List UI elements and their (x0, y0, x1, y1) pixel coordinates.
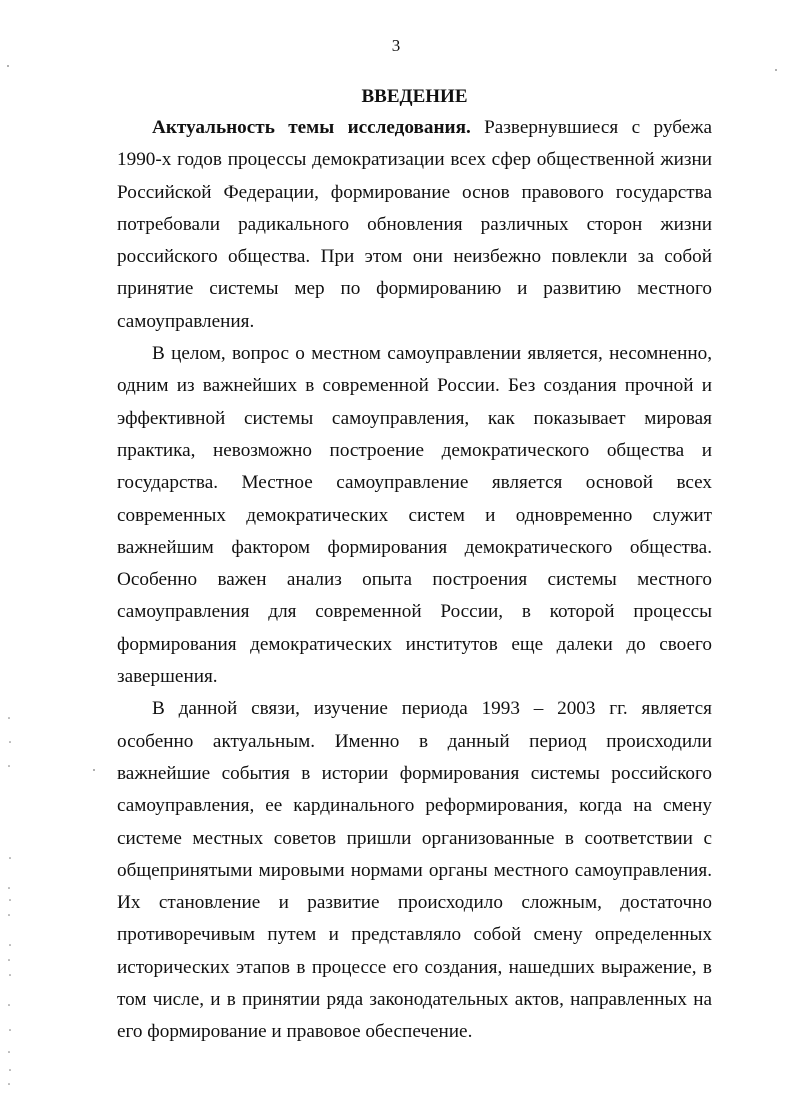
paragraph-relevance (117, 112, 712, 338)
paragraph-period (117, 693, 712, 1048)
section-heading: ВВЕДЕНИЕ (361, 86, 468, 107)
body-text (117, 112, 712, 1049)
paragraph-local-government (117, 338, 712, 693)
paragraph-lead: Актуальность темы исследования. (152, 117, 471, 138)
page-number: 3 (391, 36, 401, 55)
paragraph-text: В целом, вопрос о местном самоуправлении является, несомненно, одним из важнейших в современной России. Без создания прочной и эффективной системы самоуправления, как показывает мировая практика, невозможно построение демократического общества и государства. Местное самоуправление является основой всех современных демократических систем и одновременно служит важнейшим фактором формирования демократического общества. Особенно важен анализ опыта построения системы местного самоуправления для современной России, в которой процессы формирования демократических институтов еще далеки до своего завершения. (117, 343, 712, 688)
paragraph-text: В данной связи, изучение периода 1993 – 2003 гг. является особенно актуальным. Именно в данный период происходили важнейшие события в истории формирования системы российского самоуправления, ее кардинального реформирования, когда на смену системе местных советов пришли организованные в соответствии с общепринятыми мировыми нормами органы местного самоуправления. Их становление и развитие происходило сложным, достаточно противоречивым путем и представляло собой смену определенных исторических этапов в процессе его создания, нашедших выражение, в том числе, и в принятии ряда законодательных актов, направленных на его формирование и правовое обеспечение. (117, 698, 712, 1043)
paragraph-text: Развернувшиеся с рубежа 1990-х годов процессы демократизации всех сфер общественной жизни Российской Федерации, формирование основ правового государства потребовали радикального обновления различных сторон жизни российского общества. При этом они неизбежно повлекли за собой принятие системы мер по формированию и развитию местного самоуправления. (117, 117, 713, 332)
